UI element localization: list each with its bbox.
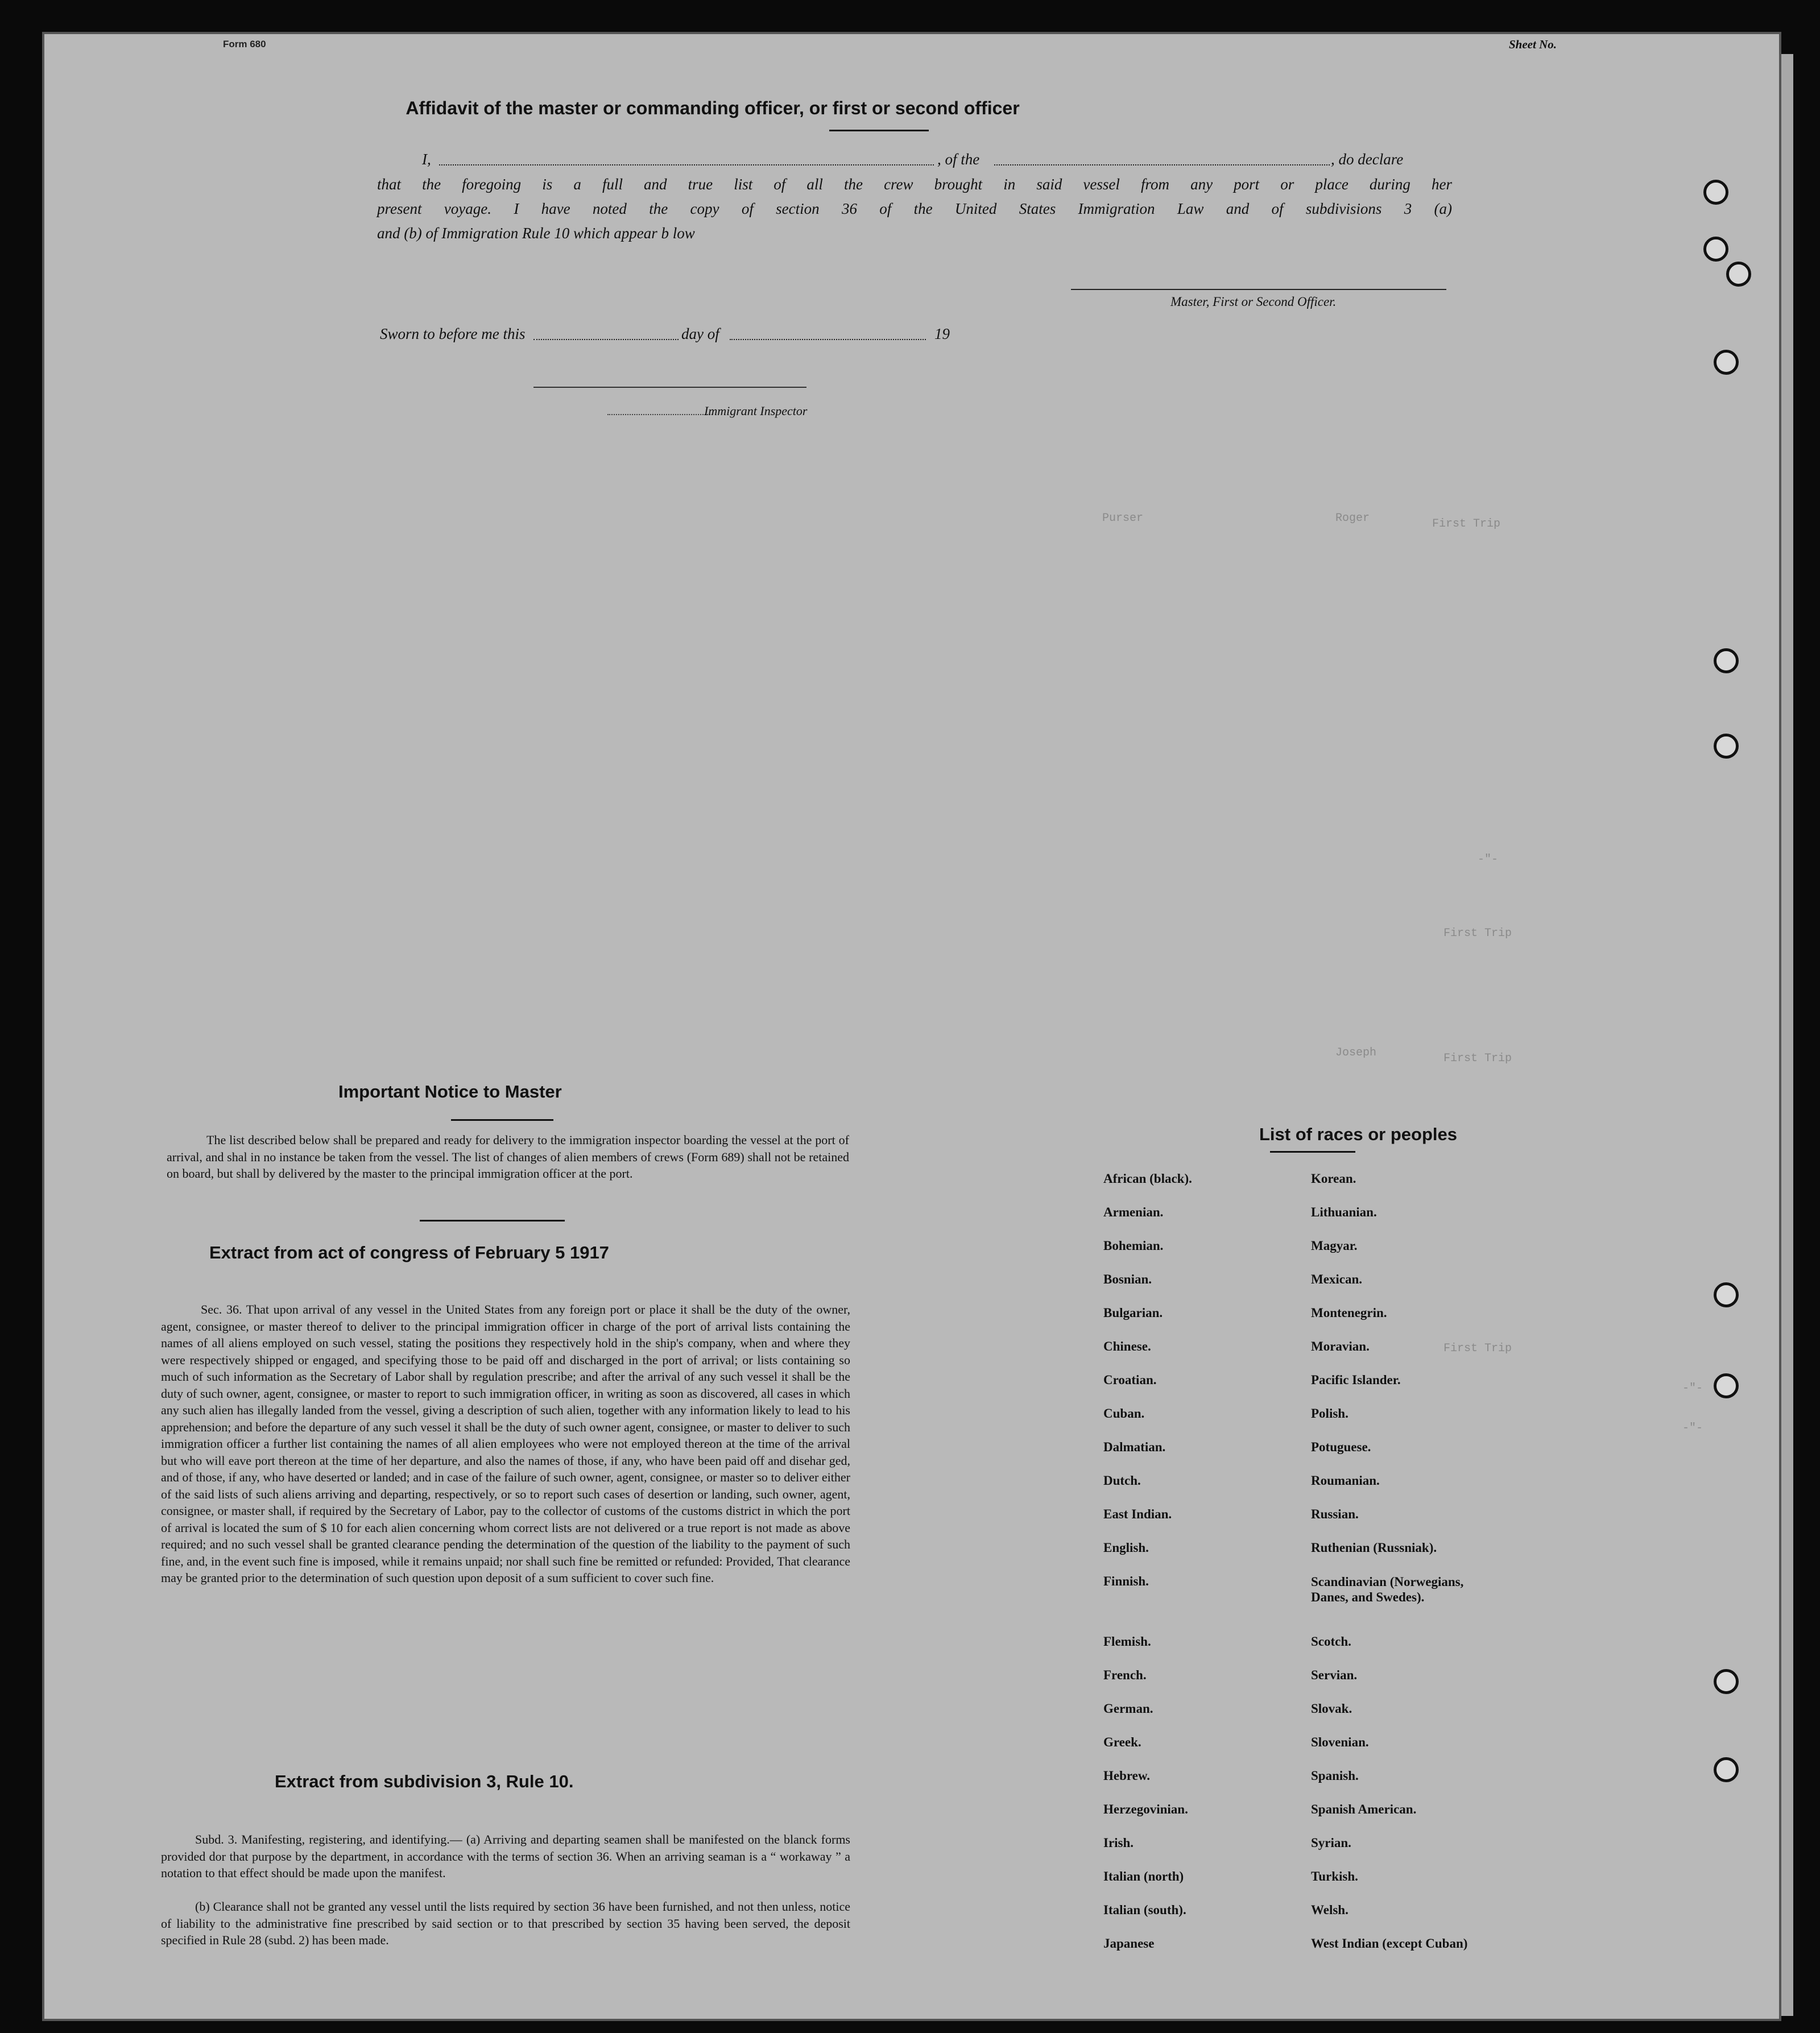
bleed-through-text: -"-	[1478, 853, 1499, 866]
inspector-dotted-line	[607, 414, 713, 415]
form-number: Form 680	[223, 39, 266, 49]
master-signature-line[interactable]	[1071, 289, 1446, 290]
race-item: Cuban.	[1103, 1406, 1145, 1421]
punch-hole	[1703, 180, 1728, 205]
affidavit-title: Affidavit of the master or commanding officer, or first or second officer	[406, 98, 1020, 118]
race-item: Polish.	[1311, 1406, 1349, 1421]
vessel-name-field[interactable]	[994, 164, 1330, 165]
punch-hole	[1714, 1669, 1739, 1694]
punch-hole	[1726, 262, 1751, 287]
punch-hole	[1714, 350, 1739, 375]
race-item: Scotch.	[1311, 1634, 1351, 1649]
race-item: Mexican.	[1311, 1272, 1363, 1286]
race-item: Slovenian.	[1311, 1735, 1369, 1749]
race-item: Spanish American.	[1311, 1802, 1417, 1816]
punch-hole	[1714, 734, 1739, 759]
punch-hole	[1703, 237, 1728, 262]
race-item: Dutch.	[1103, 1473, 1141, 1488]
race-item: East Indian.	[1103, 1507, 1172, 1521]
race-item: African (black).	[1103, 1171, 1192, 1186]
affidavit-line-3: present voyage. I have noted the copy of section 36 of the United States Immigration Law and of subdivisions 3 (a)	[377, 200, 1452, 217]
notice-body: The list described below shall be prepared and ready for delivery to the immigration inspector boarding the vessel at the port of arrival, and shal in no instance be taken from the vessel. The list of changes of alien members of crews (Form 689) shall not be retained on board, but shall by delivered by the master to the principal immigration officer at the port.	[167, 1133, 849, 1181]
notice-underline	[451, 1119, 553, 1121]
race-item: English.	[1103, 1541, 1149, 1555]
bleed-through-text: Purser	[1102, 512, 1144, 525]
race-item: West Indian (except Cuban)	[1311, 1936, 1468, 1951]
extract-act-body: Sec. 36. That upon arrival of any vessel in the United States from any foreign port or place it shall be the duty of the owner, agent, consignee, or master thereof to deliver to the principal immigration officer in charge of the port of arrival lists containing the names of all aliens employed on such vessel, stating the positions they respectively hold in the ship's company, when and where they were respectively shipped or engaged, and specifying those to be paid off and discharged in the port of arrival; or lists containing so much of such information as the Secretary of Labor shall by regulation prescribe; and after the arrival of any such vessel it shall be the duty of such owner, agent, consignee, or master to report to such immigration officer, in writing as soon as discovered, all cases in which any such alien has illegally landed from the vessel, giving a description of such alien, together with any information likely to lead to his apprehension; and before the departure of any such vessel it shall be the duty of such owner agent, consignee, or master to deliver to such immigration officer a further list containing the names of all alien employees who were not employed thereon at the time of the arrival but who will eave port thereon at the time of her departure, and also the names of those, if any, who have been paid off and disehar ged, and of those, if any, who have deserted or landed; and in case of the failure of such owner, agent, consignee, or master so to deliver either of the said lists of such aliens arriving and departing, respectively, or so to report such cases of desertion or landing, such owner, agent, consignee, or master shall, if required by the Secretary of Labor, pay to the collector of customs of the customs district in which the port of arrival is located the sum of $ 10 for each alien concerning whom correct lists are not delivered or a true report is not made as above required; and no such vessel shall be granted clearance pending the determination of the question of the liability to the payment of such fine, and, in the event such fine is imposed, while it remains unpaid; nor shall such fine be remitted or refunded: Provided, That clearance may be granted prior to the determination of such question upon deposit of a sum sufficient to cover such fine.	[161, 1302, 850, 1585]
inspector-signature-line[interactable]	[533, 387, 806, 388]
extract-rule-subd-a: Subd. 3. Manifesting, registering, and identifying.— (a) Arriving and departing seamen shall be manifested on the blanck forms provided dor that purpose by the department, in accordance with the terms of section 36. When an arriving seaman is a “ workaway ” a notation to that effect should be made upon the manifest.	[161, 1832, 850, 1880]
race-item: Flemish.	[1103, 1634, 1151, 1649]
race-item: Greek.	[1103, 1735, 1141, 1749]
race-item: Chinese.	[1103, 1339, 1151, 1353]
race-item: Herzegovinian.	[1103, 1802, 1188, 1816]
sheet-number-label: Sheet No.	[1509, 38, 1557, 51]
bleed-through-text: First Trip	[1432, 517, 1501, 531]
race-item: Lithuanian.	[1311, 1205, 1377, 1219]
bleed-through-text: -"-	[1682, 1382, 1703, 1395]
race-item: Croatian.	[1103, 1373, 1157, 1387]
race-item: Irish.	[1103, 1836, 1134, 1850]
bleed-through-text: -"-	[1682, 1422, 1703, 1435]
bleed-through-text: First Trip	[1443, 1052, 1512, 1065]
race-item: Turkish.	[1311, 1869, 1358, 1883]
affidavit-page	[44, 34, 1779, 2019]
sworn-month-field[interactable]	[730, 339, 926, 340]
race-item: Japanese	[1103, 1936, 1155, 1951]
sworn-day-of: day of	[681, 325, 719, 342]
race-item: Magyar.	[1311, 1239, 1358, 1253]
race-item: Welsh.	[1311, 1903, 1349, 1917]
punch-hole	[1714, 648, 1739, 673]
title-underline	[829, 130, 929, 131]
affidavit-declare: , do declare	[1331, 151, 1404, 168]
race-item: Roumanian.	[1311, 1473, 1380, 1488]
race-item: Ruthenian (Russniak).	[1311, 1541, 1437, 1555]
race-item: Armenian.	[1103, 1205, 1164, 1219]
affidavit-line-2: that the foregoing is a full and true list of all the crew brought in said vessel from any port or place during her	[377, 176, 1452, 193]
affidavit-of-the: , of the	[937, 151, 980, 168]
sworn-day-field[interactable]	[533, 339, 679, 340]
race-item: Korean.	[1311, 1171, 1356, 1186]
race-item: Potuguese.	[1311, 1440, 1371, 1454]
extract-rule-subd-b: (b) Clearance shall not be granted any vessel until the lists required by section 36 have been furnished, and not then unless, notice of liability to the administrative fine prescribed by said section or to that prescribed by section 35 having been served, the deposit specified in Rule 28 (subd. 2) has been made.	[161, 1899, 850, 1947]
race-item: Slovak.	[1311, 1701, 1352, 1716]
master-signature-caption: Master, First or Second Officer.	[1170, 295, 1337, 309]
extract-act-title: Extract from act of congress of February 5 1917	[209, 1243, 609, 1262]
punch-hole	[1714, 1373, 1739, 1398]
race-item: Spanish.	[1311, 1769, 1359, 1783]
race-item: Finnish.	[1103, 1574, 1149, 1588]
bleed-through-text: Joseph	[1335, 1046, 1377, 1059]
affidavit-line-4: and (b) of Immigration Rule 10 which appear b low	[377, 225, 695, 242]
race-item: Pacific Islander.	[1311, 1373, 1401, 1387]
race-item: Hebrew.	[1103, 1769, 1150, 1783]
race-item: Italian (north)	[1103, 1869, 1184, 1883]
race-item: Dalmatian.	[1103, 1440, 1166, 1454]
race-item: Syrian.	[1311, 1836, 1351, 1850]
race-item: Russian.	[1311, 1507, 1359, 1521]
bleed-through-text: First Trip	[1443, 927, 1512, 940]
race-item: French.	[1103, 1668, 1147, 1682]
inspector-caption: Immigrant Inspector	[704, 404, 808, 418]
race-item: Moravian.	[1311, 1339, 1370, 1353]
extract-rule-title: Extract from subdivision 3, Rule 10.	[275, 1771, 574, 1791]
race-item: Bohemian.	[1103, 1239, 1164, 1253]
race-item: Montenegrin.	[1311, 1306, 1387, 1320]
notice-divider	[420, 1220, 565, 1222]
punch-hole	[1714, 1282, 1739, 1307]
races-title: List of races or peoples	[1259, 1124, 1457, 1144]
sworn-text: Sworn to before me this	[380, 325, 526, 342]
master-name-field[interactable]	[439, 164, 934, 165]
race-item: Bosnian.	[1103, 1272, 1152, 1286]
sworn-year: 19	[934, 325, 950, 342]
notice-title: Important Notice to Master	[338, 1082, 562, 1102]
races-underline	[1270, 1151, 1355, 1153]
race-item: Scandinavian (Norwegians, Danes, and Swedes).	[1311, 1575, 1464, 1604]
race-item: Bulgarian.	[1103, 1306, 1163, 1320]
affidavit-i: I,	[422, 151, 431, 168]
race-item: Servian.	[1311, 1668, 1358, 1682]
race-item: German.	[1103, 1701, 1153, 1716]
bleed-through-text: Roger	[1335, 512, 1370, 525]
bleed-through-text: First Trip	[1443, 1342, 1512, 1355]
punch-hole	[1714, 1757, 1739, 1782]
race-item: Italian (south).	[1103, 1903, 1186, 1917]
